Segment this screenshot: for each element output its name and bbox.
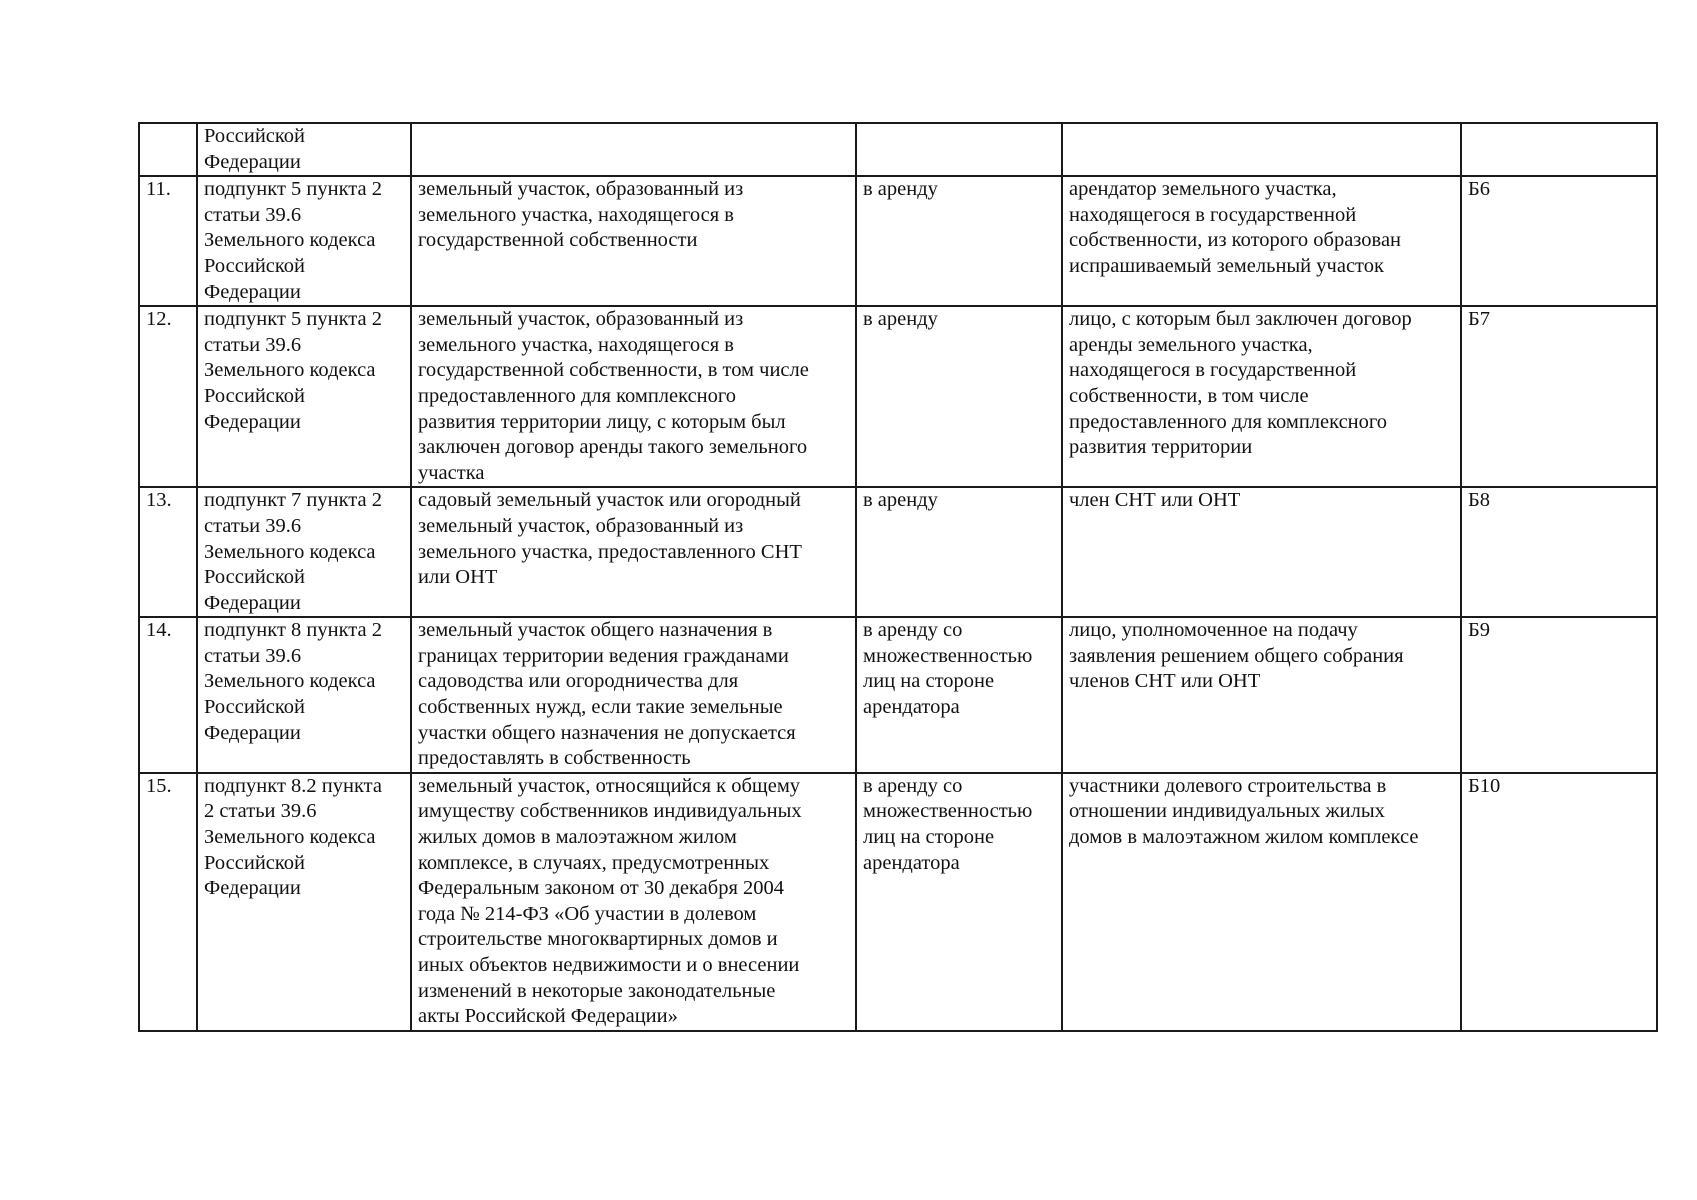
legal-reference-cell: Российской Федерации: [197, 123, 411, 176]
table-row: [139, 617, 1657, 773]
applicant-cell: лицо, уполномоченное на подачу заявления решением общего собрания членов СНТ или ОНТ: [1062, 617, 1461, 773]
row-number-cell: 14.: [139, 617, 197, 773]
code-cell: [1461, 123, 1657, 176]
land-plot-description-cell: [411, 123, 856, 176]
right-type-cell: в аренду: [856, 487, 1062, 617]
applicant-cell: член СНТ или ОНТ: [1062, 487, 1461, 617]
applicant-cell: [1062, 123, 1461, 176]
row-number-cell: 13.: [139, 487, 197, 617]
row-number-cell: 12.: [139, 306, 197, 487]
code-cell: Б7: [1461, 306, 1657, 487]
right-type-cell: в аренду со множественностью лиц на стороне арендатора: [856, 773, 1062, 1031]
right-type-cell: [856, 123, 1062, 176]
table-row: [139, 176, 1657, 306]
table-row: [139, 773, 1657, 1031]
land-plot-description-cell: земельный участок, образованный из земельного участка, находящегося в государственной собственности: [411, 176, 856, 306]
row-number-cell: 15.: [139, 773, 197, 1031]
legal-reference-cell: подпункт 8.2 пункта 2 статьи 39.6 Земельного кодекса Российской Федерации: [197, 773, 411, 1031]
table-row: [139, 487, 1657, 617]
legal-reference-cell: подпункт 7 пункта 2 статьи 39.6 Земельного кодекса Российской Федерации: [197, 487, 411, 617]
right-type-cell: в аренду со множественностью лиц на стороне арендатора: [856, 617, 1062, 773]
code-cell: Б9: [1461, 617, 1657, 773]
code-cell: Б8: [1461, 487, 1657, 617]
table-row: [139, 306, 1657, 487]
code-cell: Б6: [1461, 176, 1657, 306]
legal-reference-cell: подпункт 5 пункта 2 статьи 39.6 Земельного кодекса Российской Федерации: [197, 176, 411, 306]
code-cell: Б10: [1461, 773, 1657, 1031]
right-type-cell: в аренду: [856, 176, 1062, 306]
row-number-cell: [139, 123, 197, 176]
row-number-cell: 11.: [139, 176, 197, 306]
applicant-cell: арендатор земельного участка, находящегося в государственной собственности, из которого образован испрашиваемый земельный участок: [1062, 176, 1461, 306]
land-plot-description-cell: садовый земельный участок или огородный земельный участок, образованный из земельного участка, предоставленного СНТ или ОНТ: [411, 487, 856, 617]
applicant-cell: участники долевого строительства в отношении индивидуальных жилых домов в малоэтажном жилом комплексе: [1062, 773, 1461, 1031]
table-row: [139, 123, 1657, 176]
right-type-cell: в аренду: [856, 306, 1062, 487]
land-plot-description-cell: земельный участок общего назначения в границах территории ведения гражданами садоводства или огородничества для собственных нужд, если такие земельные участки общего назначения не допускается предоставлять в собственность: [411, 617, 856, 773]
applicant-cell: лицо, с которым был заключен договор аренды земельного участка, находящегося в государственной собственности, в том числе предоставленного для комплексного развития территории: [1062, 306, 1461, 487]
land-plot-table: [138, 122, 1658, 1032]
legal-reference-cell: подпункт 8 пункта 2 статьи 39.6 Земельного кодекса Российской Федерации: [197, 617, 411, 773]
land-plot-description-cell: земельный участок, относящийся к общему имуществу собственников индивидуальных жилых домов в малоэтажном жилом комплексе, в случаях, предусмотренных Федеральным законом от 30 декабря 2004 года № 214-ФЗ «Об участии в долевом строительстве многоквартирных домов и иных объектов недвижимости и о внесении изменений в некоторые законодательные акты Российской Федерации»: [411, 773, 856, 1031]
land-plot-description-cell: земельный участок, образованный из земельного участка, находящегося в государственной собственности, в том числе предоставленного для комплексного развития территории лицу, с которым был заключен договор аренды такого земельного участка: [411, 306, 856, 487]
legal-reference-cell: подпункт 5 пункта 2 статьи 39.6 Земельного кодекса Российской Федерации: [197, 306, 411, 487]
